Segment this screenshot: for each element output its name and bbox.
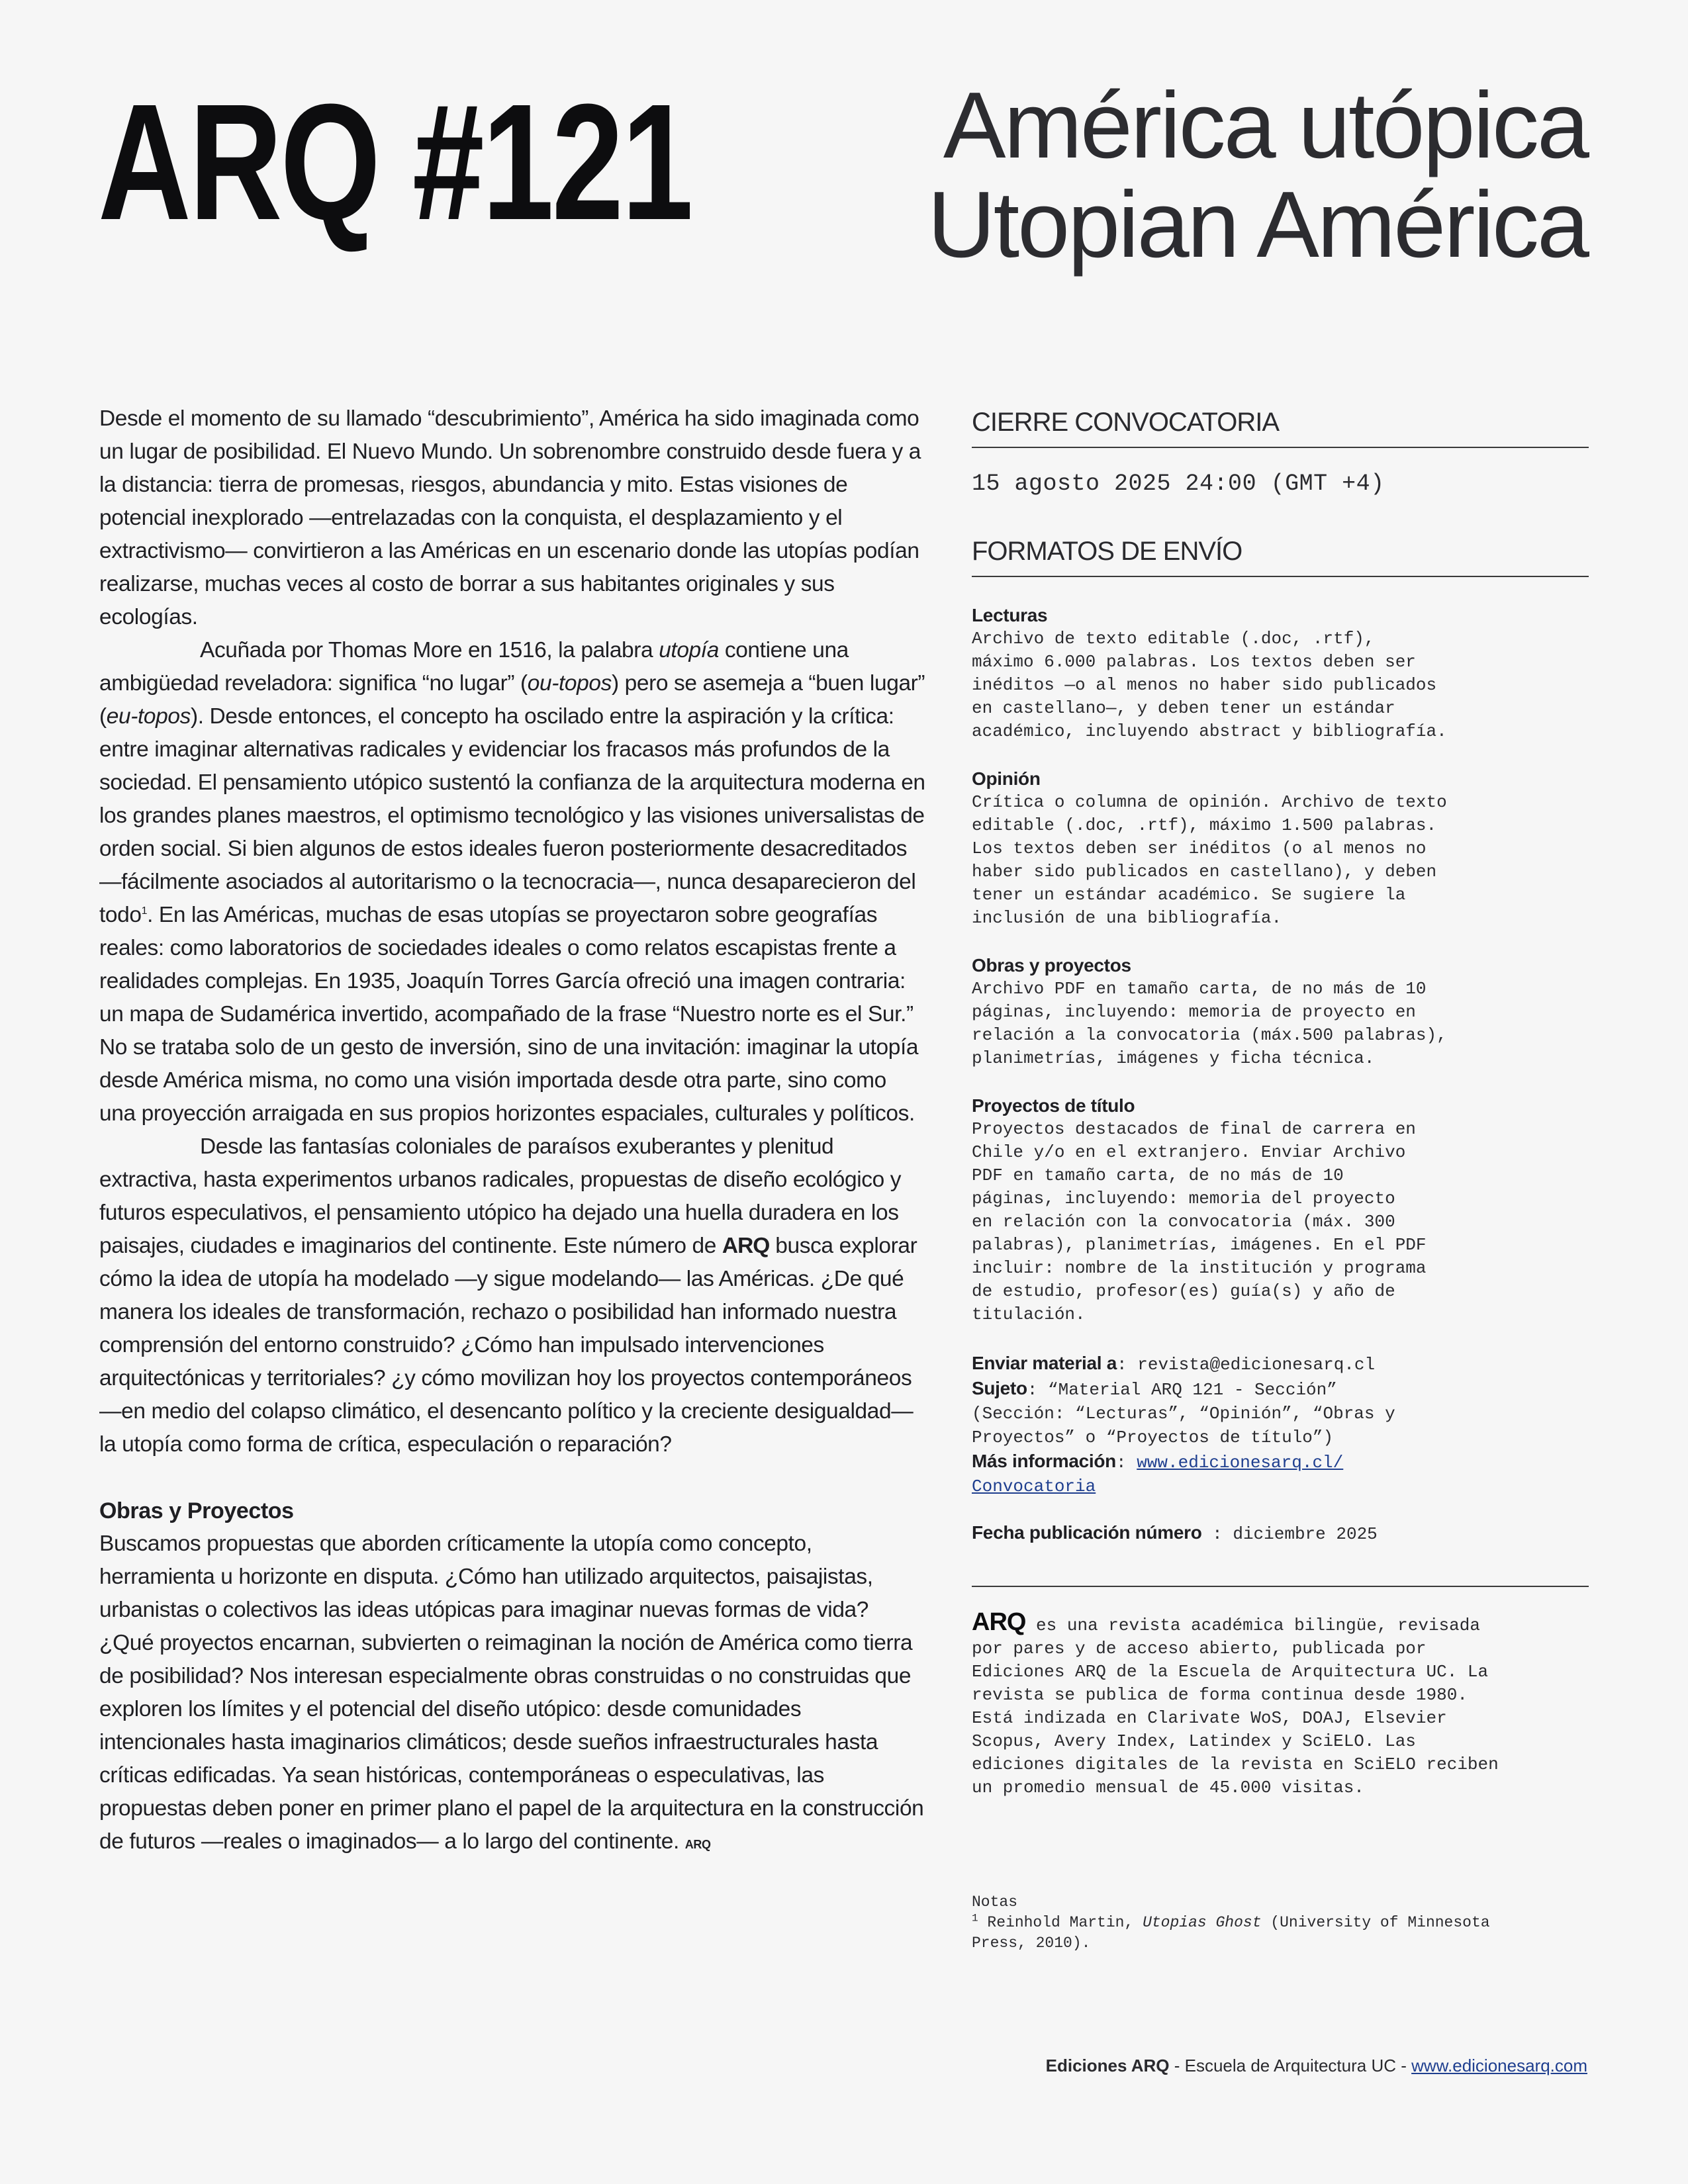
footnote-ref[interactable]: 1 bbox=[141, 905, 148, 917]
footer bbox=[1046, 2056, 1587, 2076]
arq-wordmark: ARQ bbox=[972, 1608, 1026, 1636]
note-rest: (University of Minnesota Press, 2010). bbox=[972, 1914, 1490, 1952]
subject-row: Sujeto: “Material ARQ 121 - Sección” (Sección: “Lecturas”, “Opinión”, “Obras y Proyectos” o “Proyectos de título”) bbox=[972, 1378, 1395, 1447]
issue-title bbox=[927, 73, 1587, 277]
text-run: Acuñada por Thomas More en 1516, la palabra bbox=[200, 638, 659, 662]
format-body: Crítica o columna de opinión. Archivo de texto editable (.doc, .rtf), máximo 1.500 palabras. Los textos deben ser inéditos (o al menos no haber sido publicados en castellano), y deben tener un estándar académico. Se sugiere la inclusión de una bibliografía. bbox=[972, 792, 1447, 928]
info-label: Más información bbox=[972, 1451, 1116, 1471]
text-run: . En las Américas, muchas de esas utopías se proyectaron sobre geografías reales: como laboratorios de sociedades ideales o como relatos escapistas frente a realidades complejas. En 1935, Joaquín Torres García ofreció una imagen contraria: un mapa de Sudamérica invertido, acompañado de la frase “Nuestro norte es el Sur.” No se trataba solo de un gesto de inversión, sino de una invitación: imaginar la utopía desde América misma, no como una visión importada desde otra parte, sino como una proyección arraigada en sus propios horizontes espaciales, culturales y políticos. bbox=[99, 903, 919, 1126]
subject-value: “Material ARQ 121 - Sección” (Sección: “Lecturas”, “Opinión”, “Obras y Proyectos” o “Proyectos de título”) bbox=[972, 1380, 1395, 1447]
note-title: Utopias Ghost bbox=[1143, 1914, 1262, 1931]
deadline-heading: CIERRE CONVOCATORIA bbox=[972, 402, 1589, 448]
send-row: Enviar material a: revista@edicionesarq.cl bbox=[972, 1353, 1376, 1375]
title-english: Utopian América bbox=[927, 172, 1587, 277]
formats-heading: FORMATOS DE ENVÍO bbox=[972, 531, 1589, 577]
pubdate-row: Fecha publicación número : diciembre 2025 bbox=[972, 1522, 1378, 1544]
text-run: ). Desde entonces, el concepto ha oscilado entre la aspiración y la crítica: entre imaginar alternativas radicales y evidenciar los fracasos más profundos de la sociedad. El pensamiento utópico sustentó la confianza de la arquitectura moderna en los grandes planes maestros, el optimismo tecnológico y las visiones universalistas de orden social. Si bien algunos de estos ideales fueron posteriormente desacreditados —fácilmente asociados al autoritarismo o la tecnocracia—, nunca desaparecieron del todo bbox=[99, 704, 925, 927]
format-title: Obras y proyectos bbox=[972, 955, 1131, 976]
send-email[interactable]: revista@edicionesarq.cl bbox=[1137, 1355, 1376, 1375]
about-journal bbox=[972, 1608, 1589, 1799]
footer-publisher: Ediciones ARQ bbox=[1045, 2056, 1170, 2075]
submission-info bbox=[972, 1351, 1589, 1546]
format-item bbox=[972, 767, 1589, 930]
format-item bbox=[972, 1094, 1589, 1326]
format-body: Archivo de texto editable (.doc, .rtf), máximo 6.000 palabras. Los textos deben ser inéditos —o al menos no haber sido publicados en castellano—, y deben tener un estándar académico, incluyendo abstract y bibliografía. bbox=[972, 629, 1447, 741]
send-label: Enviar material a bbox=[972, 1353, 1117, 1373]
essay-paragraph-1: Desde el momento de su llamado “descubrimiento”, América ha sido imaginada como un lugar de posibilidad. El Nuevo Mundo. Un sobrenombre construido desde fuera y a la distancia: tierra de promesas, riesgos, abundancia y mito. Estas visiones de potencial inexplorado —entrelazadas con la conquista, el desplazamiento y el extractivismo— convirtieron a las Américas en un escenario donde las utopías podían realizarse, muchas veces al costo de borrar a sus habitantes originales y sus ecologías. bbox=[99, 406, 921, 629]
text-run: contiene una ambigüedad reveladora: significa “no lugar” ( bbox=[99, 638, 849, 696]
footer-link[interactable]: www.edicionesarq.com bbox=[1411, 2056, 1587, 2075]
pubdate-value: diciembre 2025 bbox=[1233, 1524, 1378, 1544]
divider bbox=[972, 1586, 1589, 1587]
notes bbox=[972, 1892, 1589, 1954]
format-title: Lecturas bbox=[972, 605, 1048, 625]
title-spanish: América utópica bbox=[943, 73, 1587, 178]
note-1 bbox=[972, 1913, 1589, 1954]
note-author: Reinhold Martin, bbox=[987, 1914, 1143, 1931]
masthead: ARQ #121 bbox=[98, 69, 692, 254]
essay-paragraph-4 bbox=[99, 1527, 928, 1861]
arq-wordmark: ARQ bbox=[722, 1234, 770, 1258]
footer-school: - Escuela de Arquitectura UC - bbox=[1169, 2056, 1412, 2075]
deadline-date: 15 agosto 2025 24:00 (GMT +4) bbox=[972, 471, 1385, 497]
pubdate-label: Fecha publicación número bbox=[972, 1522, 1202, 1543]
format-body: Proyectos destacados de final de carrera en Chile y/o en el extranjero. Enviar Archivo PDF en tamaño carta, de no más de 10 páginas, incluyendo: memoria del proyecto en relación con la convocatoria (máx. 300 palabras), planimetrías, imágenes. En el PDF incluir: nombre de la institución y programa de estudio, profesor(es) guía(s) y año de titulación. bbox=[972, 1119, 1427, 1324]
essay-column bbox=[99, 402, 928, 1861]
essay-paragraph-3 bbox=[99, 1130, 928, 1461]
format-title: Proyectos de título bbox=[972, 1095, 1135, 1116]
format-body: Archivo PDF en tamaño carta, de no más de 10 páginas, incluyendo: memoria de proyecto en relación a la convocatoria (máx.500 palabras), planimetrías, imágenes y ficha técnica. bbox=[972, 979, 1447, 1068]
term-ou-topos: ou-topos bbox=[527, 671, 612, 696]
end-mark: ARQ bbox=[684, 1838, 711, 1851]
info-row: Más información: www.edicionesarq.cl/ Convocatoria bbox=[972, 1451, 1344, 1496]
subject-label: Sujeto bbox=[972, 1378, 1027, 1398]
notes-heading: Notas bbox=[972, 1893, 1018, 1911]
text-run: Desde las fantasías coloniales de paraísos exuberantes y plenitud extractiva, hasta experimentos urbanos radicales, propuestas de diseño ecológico y futuros especulativos, el pensamiento utópico ha dejado una huella duradera en los paisajes, ciudades e imaginarios del continente. Este número de bbox=[99, 1134, 902, 1258]
text-run: ) pero se asemeja a “buen lugar” ( bbox=[99, 671, 925, 729]
about-text: es una revista académica bilingüe, revisada por pares y de acceso abierto, publicada por Ediciones ARQ de la Escuela de Arquitectura UC. La revista se publica de forma continua desde 1980. Está indizada en Clarivate WoS, DOAJ, Elsevier Scopus, Avery Index, Latindex y SciELO. Las ediciones digitales de la revista en SciELO reciben un promedio mensual de 45.000 visitas. bbox=[972, 1615, 1499, 1797]
text-run: Buscamos propuestas que aborden críticamente la utopía como concepto, herramienta u horizonte en disputa. ¿Cómo han utilizado arquitectos, paisajistas, urbanistas o colectivos las ideas utópicas para imaginar nuevas formas de vida? ¿Qué proyectos encarnan, subvierten o reimaginan la noción de América como tierra de posibilidad? Nos interesan especialmente obras construidas o no construidas que exploren los límites y el potencial del diseño utópico: desde comunidades intencionales hasta imaginarios climáticos; desde sueños infraestructurales hasta críticas edificadas. Ya sean históricas, contemporáneas o especulativas, las propuestas deben poner en primer plano el papel de la arquitectura en la construcción de futuros —reales o imaginados— a lo largo del continente. bbox=[99, 1531, 924, 1854]
info-link[interactable]: www.edicionesarq.cl/ Convocatoria bbox=[972, 1453, 1344, 1496]
format-title: Opinión bbox=[972, 768, 1041, 789]
note-number: 1 bbox=[972, 1912, 978, 1925]
term-utopia: utopía bbox=[659, 638, 719, 662]
essay-paragraph-2 bbox=[99, 634, 928, 1130]
format-item bbox=[972, 954, 1589, 1070]
section-heading: Obras y Proyectos bbox=[99, 1498, 294, 1524]
text-run: busca explorar cómo la idea de utopía ha modelado —y sigue modelando— las Américas. ¿De qué manera los ideales de transformación, rechazo o posibilidad han informado nuestra comprensión del entorno construido? ¿Cómo han impulsado intervenciones arquitectónicas y territoriales? ¿y cómo movilizan hoy los proyectos contemporáneos —en medio del colapso climático, el desencanto político y la creciente desigualdad— la utopía como forma de crítica, especulación o reparación? bbox=[99, 1234, 917, 1457]
format-item bbox=[972, 604, 1589, 743]
term-eu-topos: eu-topos bbox=[106, 704, 191, 729]
sidebar bbox=[972, 402, 1589, 1954]
